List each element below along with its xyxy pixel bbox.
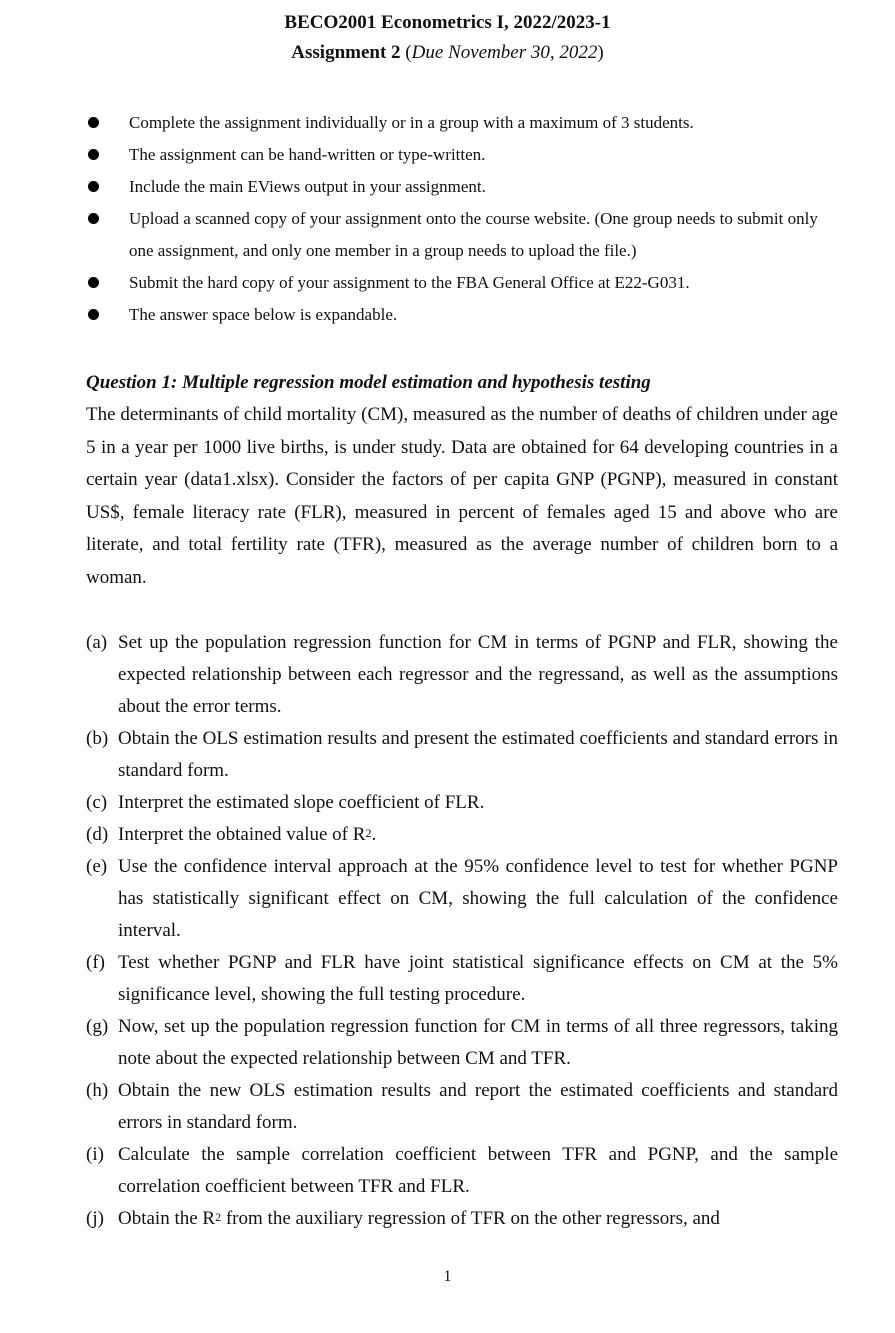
question-part: (c) Interpret the estimated slope coefficient of FLR.	[86, 792, 485, 813]
due-open-paren: (	[400, 42, 412, 63]
instruction-item: Upload a scanned copy of your assignment onto the course website. (One group needs to submit only one assignment, and only one member in a group needs to upload the file.)	[86, 203, 846, 267]
question-part: (f) Test whether PGNP and FLR have joint statistical significance effects on CM at the 5% significance level, showing the full testing procedure.	[86, 952, 838, 1005]
question-part: (g) Now, set up the population regression function for CM in terms of all three regressors, taking note about the expected relationship between CM and TFR.	[86, 1016, 838, 1069]
instruction-item: The answer space below is expandable.	[86, 299, 846, 331]
bullet-icon	[88, 309, 99, 320]
question-part: (h) Obtain the new OLS estimation results and report the estimated coefficients and standard errors in standard form.	[86, 1080, 838, 1133]
bullet-icon	[88, 117, 99, 128]
document-header	[0, 8, 895, 68]
due-close-paren: )	[597, 42, 604, 63]
question-part: (j) Obtain the $R^2$ from the auxiliary regression of TFR on the other regressors, and	[86, 1208, 720, 1229]
question-body: The determinants of child mortality (CM), measured as the number of deaths of children under age 5 in a year per 1000 live births, is under study. Data are obtained for 64 developing countries in a certain year (data1.xlsx). Consider the factors of per capita GNP (PGNP), measured in constant US$, female literacy rate (FLR), measured in percent of females aged 15 and above who are literate, and total fertility rate (TFR), measured as the average number of children born to a woman.	[86, 404, 838, 588]
instruction-item: Include the main EViews output in your assignment.	[86, 171, 846, 203]
question-parts	[86, 627, 838, 1235]
instruction-list	[86, 107, 846, 331]
bullet-icon	[88, 149, 99, 160]
question-part: (e) Use the confidence interval approach at the 95% confidence level to test for whether PGNP has statistically significant effect on CM, showing the full calculation of the confidence interval.	[86, 856, 838, 941]
instruction-item: Submit the hard copy of your assignment to the FBA General Office at E22-G031.	[86, 267, 846, 299]
due-date: Due November 30, 2022	[411, 42, 598, 63]
question-heading: Question 1: Multiple regression model estimation and hypothesis testing	[86, 372, 651, 393]
instruction-item: Complete the assignment individually or in a group with a maximum of 3 students.	[86, 107, 846, 139]
page-number: 1	[443, 1268, 452, 1285]
question-part: (d) Interpret the obtained value of $R^2$.	[86, 824, 377, 845]
question-part: (b) Obtain the OLS estimation results and present the estimated coefficients and standard errors in standard form.	[86, 728, 838, 781]
bullet-icon	[88, 213, 99, 224]
assignment-label: Assignment 2	[291, 42, 401, 63]
bullet-icon	[88, 277, 99, 288]
question-part: (a) Set up the population regression function for CM in terms of PGNP and FLR, showing the expected relationship between each regressor and the regressand, as well as the assumptions about the error terms.	[86, 632, 838, 717]
assignment-title	[0, 38, 895, 68]
bullet-icon	[88, 181, 99, 192]
instruction-item: The assignment can be hand-written or type-written.	[86, 139, 846, 171]
question-part: (i) Calculate the sample correlation coefficient between TFR and PGNP, and the sample correlation coefficient between TFR and FLR.	[86, 1144, 838, 1197]
course-title: BECO2001 Econometrics I, 2022/2023-1	[284, 12, 611, 33]
